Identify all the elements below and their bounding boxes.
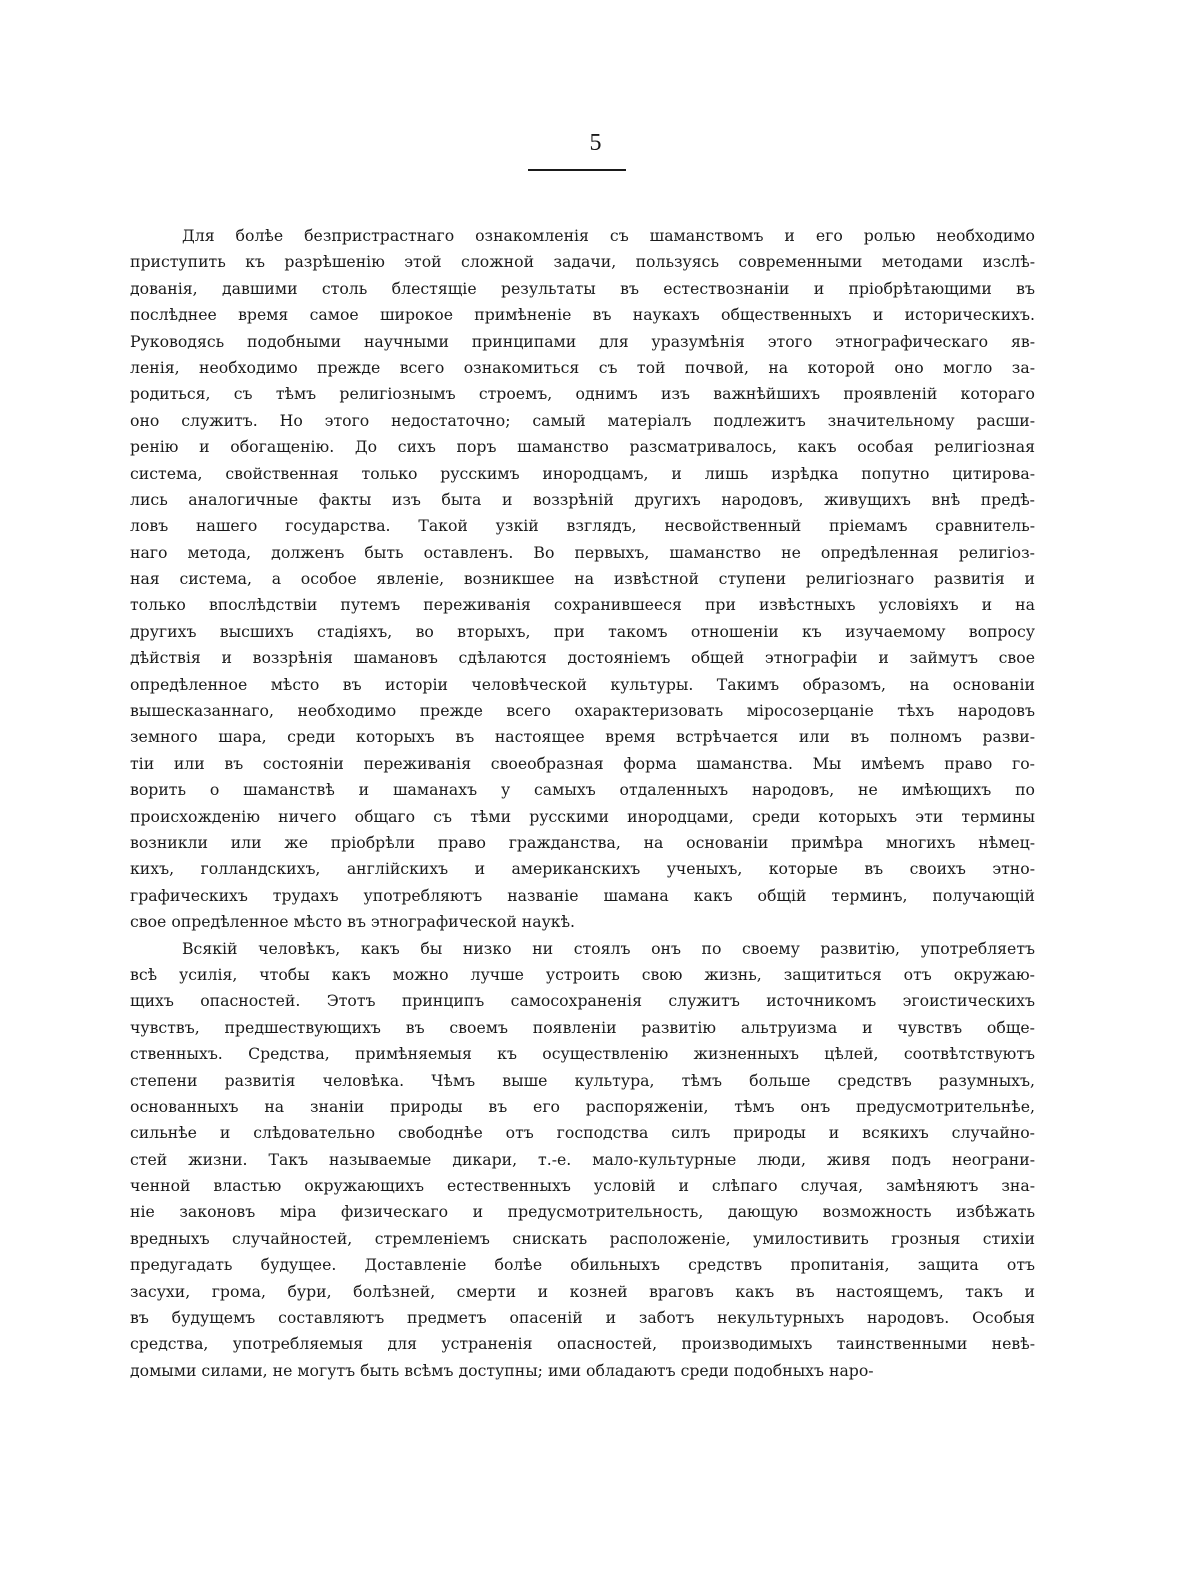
- text-line: чувствъ, предшествующихъ въ своемъ появленіи развитію альтруизма и чувствъ обще-: [130, 1017, 1035, 1037]
- text-line: средства, употребляемыя для устраненія опасностей, производимыхъ таинственными невѣ-: [130, 1334, 1035, 1354]
- text-line: ловъ нашего государства. Такой узкій взглядъ, несвойственный пріемамъ сравнитель-: [130, 516, 1035, 536]
- text-line: засухи, грома, бури, болѣзней, смерти и козней враговъ какъ въ настоящемъ, такъ и: [130, 1281, 1035, 1301]
- text-line: въ будущемъ составляютъ предметъ опасеній и заботъ некультурныхъ народовъ. Особыя: [130, 1308, 1035, 1328]
- text-line: дѣйствія и воззрѣнія шамановъ сдѣлаются достояніемъ общей этнографіи и займутъ свое: [130, 648, 1035, 668]
- text-line: земного шара, среди которыхъ въ настоящее время встрѣчается или въ полномъ разви-: [130, 727, 1035, 747]
- text-line: щихъ опасностей. Этотъ принципъ самосохраненія служитъ источникомъ эгоистическихъ: [130, 991, 1035, 1011]
- text-line: послѣднее время самое широкое примѣненіе въ наукахъ общественныхъ и историческихъ.: [130, 305, 1035, 325]
- paragraph-2: [130, 936, 1035, 1385]
- text-line: кихъ, голландскихъ, англійскихъ и американскихъ ученыхъ, которые въ своихъ этно-: [130, 859, 1035, 879]
- text-line: опредѣленное мѣсто въ исторіи человѣческой культуры. Такимъ образомъ, на основаніи: [130, 674, 1035, 694]
- text-line: всѣ усилія, чтобы какъ можно лучше устроить свою жизнь, защититься отъ окружаю-: [130, 964, 1035, 984]
- page-number: 5: [589, 130, 602, 156]
- text-line: вышесказаннаго, необходимо прежде всего охарактеризовать міросозерцаніе тѣхъ народовъ: [130, 701, 1035, 721]
- text-line: другихъ высшихъ стадіяхъ, во вторыхъ, при такомъ отношеніи къ изучаемому вопросу: [130, 621, 1035, 641]
- text-line: ворить о шаманствѣ и шаманахъ у самыхъ отдаленныхъ народовъ, не имѣющихъ по: [130, 780, 1035, 800]
- text-line: только впослѣдствіи путемъ переживанія сохранившееся при извѣстныхъ условіяхъ и на: [130, 595, 1035, 615]
- text-line: предугадать будущее. Доставленіе болѣе обильныхъ средствъ пропитанія, защита отъ: [130, 1255, 1035, 1275]
- text-line: ніе законовъ міра физическаго и предусмотрительность, дающую возможность избѣжать: [130, 1202, 1035, 1222]
- text-line: лись аналогичные факты изъ быта и воззрѣній другихъ народовъ, живущихъ внѣ предѣ-: [130, 489, 1035, 509]
- header-rule: [528, 169, 626, 171]
- text-line: ренію и обогащенію. До сихъ поръ шаманство разсматривалось, какъ особая религіозная: [130, 437, 1035, 457]
- text-line: дованія, давшими столь блестящіе результаты въ естествознаніи и пріобрѣтающими въ: [130, 278, 1035, 298]
- text-line: графическихъ трудахъ употребляютъ названіе шамана какъ общій терминъ, получающій: [130, 885, 1035, 905]
- text-line: степени развитія человѣка. Чѣмъ выше культура, тѣмъ больше средствъ разумныхъ,: [130, 1070, 1035, 1090]
- text-line: тіи или въ состояніи переживанія своеобразная форма шаманства. Мы имѣемъ право го-: [130, 753, 1035, 773]
- text-line: возникли или же пріобрѣли право гражданства, на основаніи примѣра многихъ нѣмец-: [130, 832, 1035, 852]
- text-line: домыми силами, не могутъ быть всѣмъ доступны; ими обладаютъ среди подобныхъ наро-: [130, 1360, 874, 1380]
- text-line: Всякій человѣкъ, какъ бы низко ни стоялъ онъ по своему развитію, употребляетъ: [182, 938, 1035, 958]
- text-line: основанныхъ на знаніи природы въ его распоряженіи, тѣмъ онъ предусмотрительнѣе,: [130, 1096, 1035, 1116]
- text-line: ная система, а особое явленіе, возникшее на извѣстной ступени религіознаго развитія и: [130, 569, 1035, 589]
- text-line: система, свойственная только русскимъ инородцамъ, и лишь изрѣдка попутно цитирова-: [130, 463, 1035, 483]
- text-line: ченной властью окружающихъ естественныхъ условій и слѣпаго случая, замѣняютъ зна-: [130, 1176, 1035, 1196]
- text-line: Для болѣе безпристрастнаго ознакомленія съ шаманствомъ и его ролью необходимо: [182, 226, 1035, 245]
- text-line: приступить къ разрѣшенію этой сложной задачи, пользуясь современными методами изслѣ-: [130, 252, 1035, 272]
- body-text: [130, 223, 1035, 1384]
- text-line: родиться, съ тѣмъ религіознымъ строемъ, однимъ изъ важнѣйшихъ проявленій котораго: [130, 384, 1035, 404]
- text-line: стей жизни. Такъ называемые дикари, т.-е. мало-культурные люди, живя подъ неограни-: [130, 1149, 1035, 1169]
- text-line: вредныхъ случайностей, стремленіемъ снискать расположеніе, умилостивить грозныя стихіи: [130, 1228, 1035, 1248]
- text-line: происхожденію ничего общаго съ тѣми русскими инородцами, среди которыхъ эти термины: [130, 806, 1035, 826]
- text-line: сильнѣе и слѣдовательно свободнѣе отъ господства силъ природы и всякихъ случайно-: [130, 1123, 1035, 1143]
- paragraph-1: [130, 223, 1035, 936]
- text-line: оно служитъ. Но этого недостаточно; самый матеріалъ подлежитъ значительному расши-: [130, 410, 1035, 430]
- text-line: свое опредѣленное мѣсто въ этнографической наукѣ.: [130, 912, 576, 932]
- text-line: ственныхъ. Средства, примѣняемыя къ осуществленію жизненныхъ цѣлей, соотвѣтствуютъ: [130, 1044, 1035, 1064]
- text-line: наго метода, долженъ быть оставленъ. Во первыхъ, шаманство не опредѣленная религіоз-: [130, 542, 1035, 562]
- text-line: ленія, необходимо прежде всего ознакомиться съ той почвой, на которой оно могло за-: [130, 357, 1035, 377]
- text-line: Руководясь подобными научными принципами для уразумѣнія этого этнографическаго яв-: [130, 331, 1035, 351]
